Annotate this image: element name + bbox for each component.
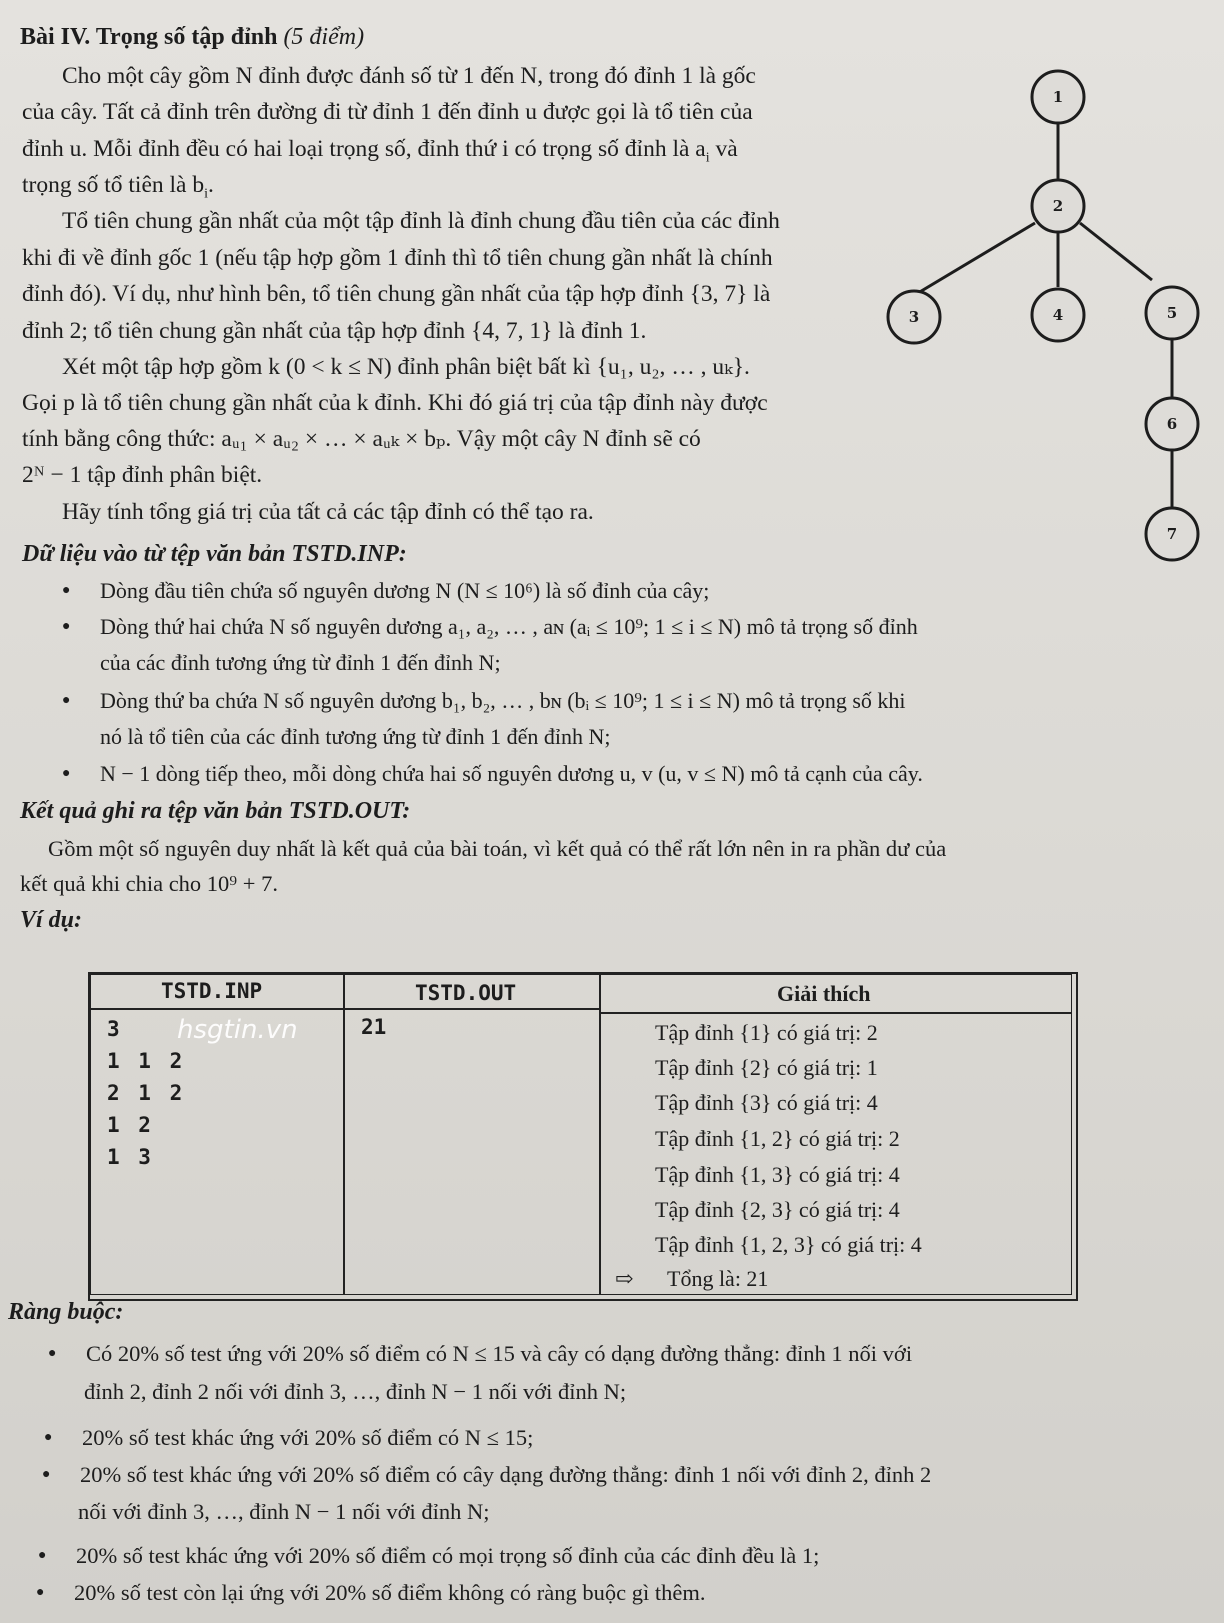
header-explain-text: Giải thích — [777, 981, 871, 1006]
output-line-2: kết quả khi chia cho 10⁹ + 7. — [20, 871, 278, 896]
statement-line-10: Gọi p là tổ tiên chung gần nhất của k đỉnh. Khi đó giá trị của tập đỉnh này được — [22, 390, 768, 416]
input-line-1: 3 — [107, 1017, 120, 1041]
explain-total: Tổng là: 21 — [667, 1266, 769, 1291]
input-cell — [90, 1008, 344, 1295]
explain-item-2: Tập đỉnh {2} có giá trị: 1 — [655, 1055, 878, 1080]
header-input-text: TSTD.INP — [161, 979, 263, 1003]
statement-line-1: Cho một cây gồm N đỉnh được đánh số từ 1 đến N, trong đó đỉnh 1 là gốc — [62, 63, 756, 89]
input-bullet-1: ● Dòng đầu tiên chứa số nguyên dương N (N ≤ 10⁶) là số đỉnh của cây; — [100, 573, 709, 609]
header-output-text: TSTD.OUT — [415, 981, 517, 1005]
tree-node-label-4: 4 — [1052, 306, 1064, 324]
explain-item-5: Tập đỉnh {1, 3} có giá trị: 4 — [655, 1162, 900, 1187]
header-input — [90, 974, 344, 1010]
constraint-5: ● 20% số test còn lại ứng với 20% số điểm không có ràng buộc gì thêm. — [74, 1575, 706, 1611]
input-bullet-3-cont: nó là tổ tiên của các đỉnh tương ứng từ đỉnh 1 đến đỉnh N; — [100, 724, 611, 749]
watermark-text: hsgtin.vn — [177, 1015, 298, 1045]
statement-line-2: của cây. Tất cả đỉnh trên đường đi từ đỉnh 1 đến đỉnh u được gọi là tổ tiên của — [22, 99, 753, 125]
explain-item-7: Tập đỉnh {1, 2, 3} có giá trị: 4 — [655, 1232, 922, 1257]
statement-line-5: Tổ tiên chung gần nhất của một tập đỉnh là đỉnh chung đầu tiên của các đỉnh — [62, 208, 780, 234]
constraint-3: ● 20% số test khác ứng với 20% số điểm có cây dạng đường thẳng: đỉnh 1 nối với đỉnh 2, đỉnh 2 — [80, 1457, 931, 1493]
explain-total-arrow: ⇨ — [615, 1266, 634, 1291]
statement-line-3-text: đỉnh u. Mỗi đỉnh đều có hai loại trọng số, đỉnh thứ i có trọng số đỉnh là a — [22, 136, 706, 162]
output-line-1: Gồm một số nguyên duy nhất là kết quả của bài toán, vì kết quả có thể rất lớn nên in ra phần dư của — [48, 836, 947, 861]
constraint-2: ● 20% số test khác ứng với 20% số điểm có N ≤ 15; — [82, 1420, 533, 1456]
output-cell — [344, 1008, 600, 1295]
tree-diagram — [880, 55, 1210, 585]
statement-line-8: đỉnh 2; tổ tiên chung gần nhất của tập hợp đỉnh {4, 7, 1} là đỉnh 1. — [22, 318, 647, 344]
statement-line-6: khi đi về đỉnh gốc 1 (nếu tập hợp gồm 1 đỉnh thì tổ tiên chung gần nhất là chính — [22, 245, 773, 271]
constraint-1-cont: đỉnh 2, đỉnh 2 nối với đỉnh 3, …, đỉnh N − 1 nối với đỉnh N; — [84, 1379, 627, 1404]
explain-item-3: Tập đỉnh {3} có giá trị: 4 — [655, 1090, 878, 1115]
statement-line-4-sub: i — [204, 186, 208, 202]
input-bullet-2-cont: của các đỉnh tương ứng từ đỉnh 1 đến đỉnh N; — [100, 650, 501, 675]
statement-line-11: tính bằng công thức: aᵤ₁ × aᵤ₂ × … × aᵤₖ × bₚ. Vậy một cây N đỉnh sẽ có — [22, 426, 701, 452]
constraints-heading: Ràng buộc: — [8, 1299, 124, 1325]
header-explain — [600, 974, 1072, 1014]
tree-node-label-6: 6 — [1166, 415, 1178, 433]
input-line-3: 2 1 2 — [107, 1081, 183, 1105]
constraint-4: ● 20% số test khác ứng với 20% số điểm có mọi trọng số đỉnh của các đỉnh đều là 1; — [76, 1538, 819, 1574]
statement-line-3-sub: i — [705, 150, 710, 166]
statement-line-3-tail: và — [709, 136, 738, 162]
statement-line-9: Xét một tập hợp gồm k (0 < k ≤ N) đỉnh phân biệt bất kì {u₁, u₂, … , uₖ}. — [62, 354, 750, 380]
title-points: (5 điểm) — [283, 24, 365, 50]
explain-item-6: Tập đỉnh {2, 3} có giá trị: 4 — [655, 1197, 900, 1222]
tree-node-label-2: 2 — [1052, 197, 1064, 215]
output-heading: Kết quả ghi ra tệp văn bản TSTD.OUT: — [20, 798, 411, 824]
input-line-4: 1 2 — [107, 1113, 151, 1137]
title-text: Bài IV. Trọng số tập đỉnh — [20, 24, 278, 50]
input-heading: Dữ liệu vào từ tệp văn bản TSTD.INP: — [22, 541, 407, 567]
edge-2-3 — [918, 223, 1035, 293]
input-bullet-2: ● Dòng thứ hai chứa N số nguyên dương a₁, a₂, … , aɴ (aᵢ ≤ 10⁹; 1 ≤ i ≤ N) mô tả trọng số đỉnh — [100, 609, 918, 645]
edge-2-5 — [1080, 223, 1152, 280]
example-table — [88, 972, 1078, 1301]
example-heading: Ví dụ: — [20, 907, 83, 933]
input-bullet-3: ● Dòng thứ ba chứa N số nguyên dương b₁, b₂, … , bɴ (bᵢ ≤ 10⁹; 1 ≤ i ≤ N) mô tả trọng số khi — [100, 683, 906, 719]
input-line-2: 1 1 2 — [107, 1049, 183, 1073]
statement-line-12: 2ᴺ − 1 tập đỉnh phân biệt. — [22, 462, 263, 488]
explain-item-4: Tập đỉnh {1, 2} có giá trị: 2 — [655, 1126, 900, 1151]
problem-title — [20, 24, 364, 51]
input-bullet-4: ● N − 1 dòng tiếp theo, mỗi dòng chứa hai số nguyên dương u, v (u, v ≤ N) mô tả cạnh của cây. — [100, 756, 923, 792]
tree-node-label-7: 7 — [1166, 525, 1178, 543]
header-output — [344, 974, 600, 1010]
statement-line-13: Hãy tính tổng giá trị của tất cả các tập đỉnh có thể tạo ra. — [62, 499, 594, 525]
tree-node-label-1: 1 — [1052, 88, 1064, 106]
output-value: 21 — [361, 1015, 387, 1039]
explain-cell — [600, 1012, 1072, 1295]
explain-item-1: Tập đỉnh {1} có giá trị: 2 — [655, 1020, 878, 1045]
statement-line-4-text: trọng số tổ tiên là b — [22, 172, 205, 198]
constraint-3-cont: nối với đỉnh 3, …, đỉnh N − 1 nối với đỉnh N; — [78, 1499, 490, 1524]
tree-node-label-3: 3 — [908, 308, 920, 326]
statement-line-4-tail: . — [208, 172, 214, 198]
statement-line-7: đỉnh đó). Ví dụ, như hình bên, tổ tiên chung gần nhất của tập hợp đỉnh {3, 7} là — [22, 281, 771, 307]
tree-node-label-5: 5 — [1166, 304, 1178, 322]
input-line-5: 1 3 — [107, 1145, 151, 1169]
constraint-1: ● Có 20% số test ứng với 20% số điểm có N ≤ 15 và cây có dạng đường thẳng: đỉnh 1 nối với — [86, 1336, 912, 1372]
